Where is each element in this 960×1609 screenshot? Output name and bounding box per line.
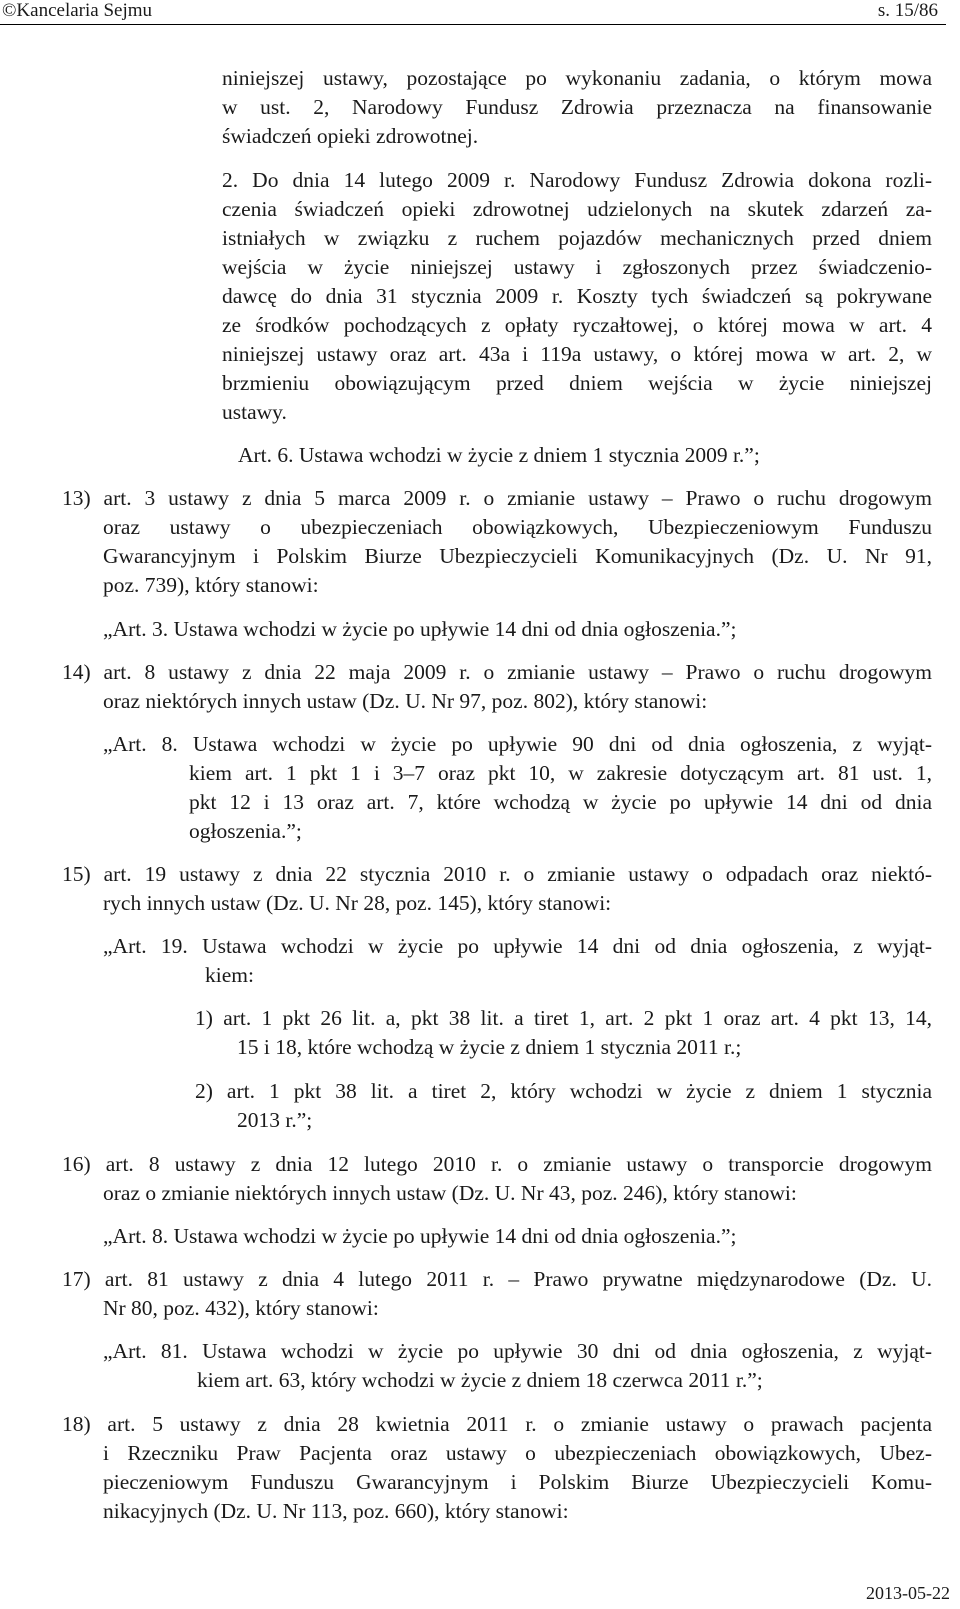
text-line: 15 i 18, które wchodzą w życie z dniem 1 stycznia 2011 r.; — [237, 1035, 742, 1059]
text-line: 14) art. 8 ustawy z dnia 22 maja 2009 r. o zmianie ustawy – Prawo o ruchu drogowym — [62, 660, 932, 684]
text-line: rych innych ustaw (Dz. U. Nr 28, poz. 145), który stanowi: — [103, 891, 612, 915]
text-line: w ust. 2, Narodowy Fundusz Zdrowia przeznacza na finansowanie — [222, 95, 932, 119]
text-line: ustawy. — [222, 400, 287, 424]
text-line: ze środków pochodzących z opłaty ryczałtowej, o której mowa w art. 4 — [222, 313, 932, 337]
text-line: świadczeń opieki zdrowotnej. — [222, 124, 479, 148]
text-line: nikacyjnych (Dz. U. Nr 113, poz. 660), który stanowi: — [103, 1499, 569, 1523]
text-line: czenia świadczeń opieki zdrowotnej udzielonych na skutek zdarzeń za- — [222, 197, 932, 221]
text-line: niniejszej ustawy oraz art. 43a i 119a ustawy, o której mowa w art. 2, w — [222, 342, 932, 366]
text-line: istniałych w związku z ruchem pojazdów mechanicznych przed dniem — [222, 226, 932, 250]
text-line: 16) art. 8 ustawy z dnia 12 lutego 2010 r. o zmianie ustawy o transporcie drogowym — [62, 1152, 932, 1176]
text-line: 18) art. 5 ustawy z dnia 28 kwietnia 2011 r. o zmianie ustawy o prawach pacjenta — [62, 1412, 932, 1436]
text-line: dawcę do dnia 31 stycznia 2009 r. Koszty tych świadczeń są pokrywane — [222, 284, 932, 308]
page-header — [0, 0, 946, 25]
text-line: 13) art. 3 ustawy z dnia 5 marca 2009 r. o zmianie ustawy – Prawo o ruchu drogowym — [62, 486, 932, 510]
text-line: Art. 6. Ustawa wchodzi w życie z dniem 1 stycznia 2009 r.”; — [238, 443, 760, 467]
text-line: oraz niektórych innych ustaw (Dz. U. Nr 97, poz. 802), który stanowi: — [103, 689, 708, 713]
page-number-link[interactable]: s. 15/86 — [877, 0, 938, 21]
text-line: „Art. 81. Ustawa wchodzi w życie po upływie 30 dni od dnia ogłoszenia, z wyjąt- — [103, 1339, 932, 1363]
text-line: kiem: — [205, 963, 254, 987]
text-line: „Art. 19. Ustawa wchodzi w życie po upływie 14 dni od dnia ogłoszenia, z wyjąt- — [103, 934, 932, 958]
text-line: 2) art. 1 pkt 38 lit. a tiret 2, który wchodzi w życie z dniem 1 stycznia — [195, 1079, 932, 1103]
text-line: Nr 80, poz. 432), który stanowi: — [103, 1296, 379, 1320]
document-date: 2013-05-22 — [866, 1583, 950, 1603]
text-line: oraz o zmianie niektórych innych ustaw (Dz. U. Nr 43, poz. 246), który stanowi: — [103, 1181, 797, 1205]
text-line: 15) art. 19 ustawy z dnia 22 stycznia 2010 r. o zmianie ustawy o odpadach oraz niektó- — [62, 862, 932, 886]
text-line: Gwarancyjnym i Polskim Biurze Ubezpieczycieli Komunikacyjnych (Dz. U. Nr 91, — [103, 544, 932, 568]
text-line: pkt 12 i 13 oraz art. 7, które wchodzą w życie po upływie 14 dni od dnia — [189, 790, 932, 814]
text-line: ogłoszenia.”; — [189, 819, 302, 843]
text-line: i Rzeczniku Praw Pacjenta oraz ustawy o ubezpieczeniach obowiązkowych, Ubez- — [103, 1441, 932, 1465]
text-line: oraz ustawy o ubezpieczeniach obowiązkowych, Ubezpieczeniowym Funduszu — [103, 515, 932, 539]
text-line: pieczeniowym Funduszu Gwarancyjnym i Polskim Biurze Ubezpieczycieli Komu- — [103, 1470, 932, 1494]
text-line: wejścia w życie niniejszej ustawy i zgłoszonych przez świadczenio- — [222, 255, 932, 279]
text-line: „Art. 3. Ustawa wchodzi w życie po upływie 14 dni od dnia ogłoszenia.”; — [103, 617, 737, 641]
text-line: kiem art. 1 pkt 1 i 3–7 oraz pkt 10, w zakresie dotyczącym art. 81 ust. 1, — [189, 761, 932, 785]
text-line: „Art. 8. Ustawa wchodzi w życie po upływie 14 dni od dnia ogłoszenia.”; — [103, 1224, 737, 1248]
text-line: poz. 739), który stanowi: — [103, 573, 319, 597]
text-line: „Art. 8. Ustawa wchodzi w życie po upływie 90 dni od dnia ogłoszenia, z wyjąt- — [103, 732, 932, 756]
text-line: 17) art. 81 ustawy z dnia 4 lutego 2011 r. – Prawo prywatne międzynarodowe (Dz. U. — [62, 1267, 932, 1291]
text-line: brzmieniu obowiązującym przed dniem wejścia w życie niniejszej — [222, 371, 932, 395]
text-line: 1) art. 1 pkt 26 lit. a, pkt 38 lit. a tiret 1, art. 2 pkt 1 oraz art. 4 pkt 13, 14, — [195, 1006, 932, 1030]
text-line: niniejszej ustawy, pozostające po wykonaniu zadania, o którym mowa — [222, 66, 932, 90]
text-line: 2013 r.”; — [237, 1108, 313, 1132]
text-line: kiem art. 63, który wchodzi w życie z dniem 18 czerwca 2011 r.”; — [197, 1368, 763, 1392]
copyright-link[interactable]: ©Kancelaria Sejmu — [2, 0, 153, 21]
text-line: 2. Do dnia 14 lutego 2009 r. Narodowy Fundusz Zdrowia dokona rozli- — [222, 168, 932, 192]
